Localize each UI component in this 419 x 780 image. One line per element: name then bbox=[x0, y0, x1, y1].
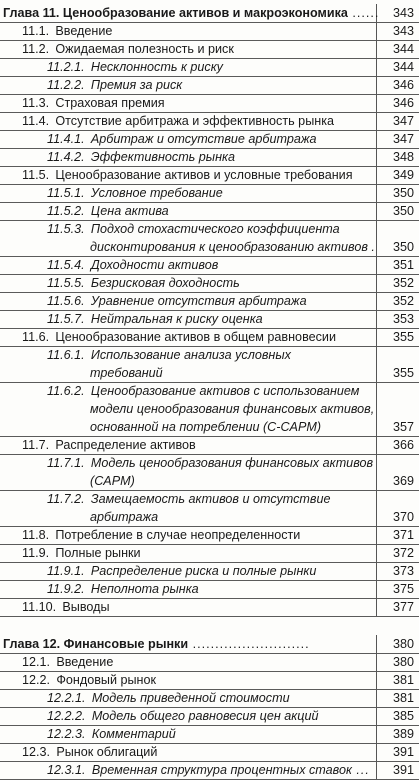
entry-title bbox=[22, 436, 196, 454]
page-column-rule bbox=[376, 472, 377, 490]
page-number: 344 bbox=[392, 42, 414, 56]
entry-number: 11.2.2. bbox=[47, 78, 85, 92]
entry-title-text: Премия за риск bbox=[90, 78, 183, 92]
toc-section[interactable] bbox=[0, 653, 419, 671]
entry-title bbox=[47, 707, 318, 725]
page-number: 375 bbox=[392, 582, 414, 596]
page-number: 372 bbox=[392, 546, 414, 560]
page-column-rule bbox=[376, 112, 377, 130]
toc-subsection[interactable] bbox=[0, 58, 419, 76]
page-column-rule bbox=[376, 544, 377, 562]
entry-number: 11.5.4. bbox=[47, 258, 85, 272]
entry-title bbox=[22, 40, 234, 58]
entry-number: 11.4.2. bbox=[47, 150, 85, 164]
page-number: 350 bbox=[392, 186, 414, 200]
page-column-rule bbox=[376, 562, 377, 580]
page-column-rule bbox=[376, 76, 377, 94]
entry-title-text: Введение bbox=[55, 24, 113, 38]
chapter-heading[interactable] bbox=[0, 4, 419, 22]
toc-subsection[interactable] bbox=[0, 725, 419, 743]
entry-number: 12.2.3. bbox=[47, 727, 86, 741]
leader-dots: .......................... bbox=[188, 637, 310, 651]
page-column-rule bbox=[376, 635, 377, 653]
page-number: 369 bbox=[392, 474, 414, 488]
toc-section[interactable] bbox=[0, 544, 419, 562]
toc-subsection[interactable] bbox=[0, 184, 419, 202]
page-number: 346 bbox=[392, 78, 414, 92]
entry-title bbox=[47, 346, 291, 364]
page-column-rule bbox=[376, 725, 377, 743]
entry-title bbox=[22, 526, 300, 544]
page-column-rule bbox=[376, 382, 377, 400]
page-number: 343 bbox=[392, 6, 414, 20]
entry-title-text: Модель приведенной стоимости bbox=[91, 691, 290, 705]
toc-entry-continuation bbox=[0, 472, 419, 490]
entry-title-text: Введение bbox=[56, 655, 114, 669]
entry-title-text: Подход стохастического коэффициента bbox=[90, 222, 340, 236]
toc-subsection[interactable] bbox=[0, 130, 419, 148]
page-number: 370 bbox=[392, 510, 414, 524]
page-column-rule bbox=[376, 689, 377, 707]
entry-title-continuation: дисконтирования к ценообразованию активов . bbox=[90, 240, 375, 254]
entry-title bbox=[47, 58, 223, 76]
page-number: 381 bbox=[392, 691, 414, 705]
page-number: 380 bbox=[392, 637, 414, 651]
entry-number: 12.3. bbox=[22, 745, 51, 759]
chapter-title-text: Глава 11. Ценообразование активов и макроэкономика bbox=[3, 6, 348, 20]
entry-number: 12.2.2. bbox=[47, 709, 86, 723]
entry-title-text: Доходности активов bbox=[90, 258, 219, 272]
page-number: 377 bbox=[392, 600, 414, 614]
entry-number: 11.6. bbox=[22, 330, 50, 344]
entry-number: 12.1. bbox=[22, 655, 51, 669]
entry-number: 11.2. bbox=[22, 42, 50, 56]
entry-title bbox=[47, 292, 307, 310]
entry-number: 11.1. bbox=[22, 24, 50, 38]
page-number: 347 bbox=[392, 114, 414, 128]
page-number: 380 bbox=[392, 655, 414, 669]
page-column-rule bbox=[376, 418, 377, 436]
entry-title bbox=[22, 743, 157, 761]
entry-title-text: Ценообразование активов с использованием bbox=[90, 384, 360, 398]
page-column-rule bbox=[376, 22, 377, 40]
entry-title-continuation: (CAPM) bbox=[90, 474, 135, 488]
toc-entry-continuation bbox=[0, 508, 419, 526]
entry-title bbox=[47, 256, 218, 274]
page-column-rule bbox=[376, 400, 377, 418]
page-column-rule bbox=[376, 761, 377, 779]
toc-subsection[interactable] bbox=[0, 292, 419, 310]
entry-title-text: Модель ценообразования финансовых активов bbox=[90, 456, 374, 470]
entry-number: 11.8. bbox=[22, 528, 50, 542]
entry-title bbox=[22, 671, 156, 689]
entry-number: 11.3. bbox=[22, 96, 50, 110]
entry-title bbox=[47, 562, 316, 580]
entry-title-text: Замещаемость активов и отсутствие bbox=[90, 492, 331, 506]
entry-title-continuation: арбитража bbox=[90, 510, 159, 524]
page-column-rule bbox=[376, 94, 377, 112]
toc-subsection[interactable] bbox=[0, 761, 419, 779]
entry-title-text: Неполнота рынка bbox=[90, 582, 199, 596]
row-divider bbox=[0, 616, 419, 617]
entry-title-text: Безрисковая доходность bbox=[90, 276, 240, 290]
page-column-rule bbox=[376, 508, 377, 526]
entry-title-text: Эффективность рынка bbox=[90, 150, 235, 164]
page-column-rule bbox=[376, 184, 377, 202]
toc-section[interactable] bbox=[0, 166, 419, 184]
page-number: 391 bbox=[392, 745, 414, 759]
entry-title-text: Комментарий bbox=[91, 727, 176, 741]
entry-title-text: Нейтральная к риску оценка bbox=[90, 312, 263, 326]
entry-title-text: Использование анализа условных bbox=[90, 348, 291, 362]
entry-title bbox=[47, 202, 169, 220]
entry-title bbox=[47, 454, 373, 472]
entry-number: 11.5.7. bbox=[47, 312, 85, 326]
entry-title-text: Страховая премия bbox=[55, 96, 165, 110]
entry-number: 11.10. bbox=[22, 600, 57, 614]
page-number: 389 bbox=[392, 727, 414, 741]
page-column-rule bbox=[376, 580, 377, 598]
entry-title-text: Ценообразование активов в общем равновесии bbox=[55, 330, 336, 344]
entry-number: 11.9.1. bbox=[47, 564, 85, 578]
page-number: 350 bbox=[392, 240, 414, 254]
page-number: 355 bbox=[392, 330, 414, 344]
chapter-heading[interactable] bbox=[0, 635, 419, 653]
entry-title-text: Модель общего равновесия цен акций bbox=[91, 709, 319, 723]
toc-subsection[interactable] bbox=[0, 562, 419, 580]
entry-number: 11.2.1. bbox=[47, 60, 85, 74]
page-column-rule bbox=[376, 202, 377, 220]
entry-title bbox=[47, 382, 359, 400]
page-number: 344 bbox=[392, 60, 414, 74]
page-column-rule bbox=[376, 148, 377, 166]
entry-title bbox=[47, 184, 223, 202]
page-column-rule bbox=[376, 707, 377, 725]
entry-number: 11.7.1. bbox=[47, 456, 85, 470]
entry-number: 11.4. bbox=[22, 114, 50, 128]
chapter-title bbox=[3, 635, 310, 653]
leader-dots: ... bbox=[351, 763, 370, 777]
page-number: 391 bbox=[392, 763, 414, 777]
page-column-rule bbox=[376, 653, 377, 671]
page-number: 355 bbox=[392, 366, 414, 380]
entry-number: 12.3.1. bbox=[47, 763, 86, 777]
page-number: 343 bbox=[392, 24, 414, 38]
toc-section[interactable] bbox=[0, 526, 419, 544]
toc-section[interactable] bbox=[0, 112, 419, 130]
page-column-rule bbox=[376, 346, 377, 364]
toc-subsection[interactable] bbox=[0, 707, 419, 725]
entry-title bbox=[47, 580, 199, 598]
toc-subsection[interactable] bbox=[0, 689, 419, 707]
page-column-rule bbox=[376, 166, 377, 184]
entry-number: 11.5.2. bbox=[47, 204, 85, 218]
entry-title bbox=[47, 274, 240, 292]
entry-title bbox=[22, 328, 336, 346]
toc-section[interactable] bbox=[0, 40, 419, 58]
page-number: 385 bbox=[392, 709, 414, 723]
page-number: 350 bbox=[392, 204, 414, 218]
entry-title bbox=[47, 310, 263, 328]
page-column-rule bbox=[376, 292, 377, 310]
page-column-rule bbox=[376, 256, 377, 274]
toc-entry-continuation bbox=[0, 400, 419, 418]
entry-title-continuation: модели ценообразования финансовых активов, bbox=[90, 402, 375, 416]
entry-number: 11.7. bbox=[22, 438, 50, 452]
page-column-rule bbox=[376, 743, 377, 761]
entry-title-text: Рынок облигаций bbox=[56, 745, 158, 759]
page-number: 353 bbox=[392, 312, 414, 326]
entry-title bbox=[47, 76, 182, 94]
entry-number: 11.6.2. bbox=[47, 384, 85, 398]
entry-title-continuation: требований bbox=[90, 366, 163, 380]
entry-title bbox=[47, 220, 340, 238]
page-number: 349 bbox=[392, 168, 414, 182]
toc-section[interactable] bbox=[0, 671, 419, 689]
page-number: 366 bbox=[392, 438, 414, 452]
entry-title bbox=[22, 22, 112, 40]
entry-title bbox=[22, 94, 165, 112]
entry-number: 11.6.1. bbox=[47, 348, 85, 362]
page-number: 348 bbox=[392, 150, 414, 164]
page-column-rule bbox=[376, 130, 377, 148]
chapter-title bbox=[3, 4, 379, 22]
toc-subsection[interactable] bbox=[0, 382, 419, 400]
entry-number: 11.5.1. bbox=[47, 186, 85, 200]
toc-subsection[interactable] bbox=[0, 76, 419, 94]
entry-number: 11.4.1. bbox=[47, 132, 85, 146]
toc-subsection[interactable] bbox=[0, 454, 419, 472]
page-column-rule bbox=[376, 671, 377, 689]
entry-title-text: Распределение активов bbox=[55, 438, 196, 452]
toc-entry-continuation bbox=[0, 238, 419, 256]
entry-number: 12.2. bbox=[22, 673, 51, 687]
entry-title-text: Полные рынки bbox=[55, 546, 141, 560]
entry-title bbox=[22, 166, 353, 184]
entry-number: 11.9. bbox=[22, 546, 50, 560]
toc-section[interactable] bbox=[0, 94, 419, 112]
entry-number: 11.9.2. bbox=[47, 582, 85, 596]
entry-title-text: Уравнение отсутствия арбитража bbox=[90, 294, 307, 308]
page-column-rule bbox=[376, 310, 377, 328]
entry-title-text: Фондовый рынок bbox=[56, 673, 156, 687]
page-number: 352 bbox=[392, 294, 414, 308]
page-number: 347 bbox=[392, 132, 414, 146]
entry-title bbox=[22, 112, 334, 130]
entry-title-text: Потребление в случае неопределенности bbox=[55, 528, 301, 542]
toc-section[interactable] bbox=[0, 743, 419, 761]
entry-number: 11.7.2. bbox=[47, 492, 85, 506]
entry-number: 11.5.6. bbox=[47, 294, 85, 308]
chapter-title-text: Глава 12. Финансовые рынки bbox=[3, 637, 189, 651]
toc-subsection[interactable] bbox=[0, 220, 419, 238]
entry-title-continuation: основанной на потреблении (C-CAPM) bbox=[90, 420, 322, 434]
entry-title bbox=[47, 130, 317, 148]
page-number: 357 bbox=[392, 420, 414, 434]
page-column-rule bbox=[376, 220, 377, 238]
page-number: 381 bbox=[392, 673, 414, 687]
page-number: 373 bbox=[392, 564, 414, 578]
entry-number: 11.5. bbox=[22, 168, 50, 182]
entry-title-text: Выводы bbox=[62, 600, 110, 614]
entry-title-text: Ожидаемая полезность и риск bbox=[55, 42, 234, 56]
toc-subsection[interactable] bbox=[0, 256, 419, 274]
entry-title bbox=[47, 725, 176, 743]
toc-section[interactable] bbox=[0, 598, 419, 616]
page-column-rule bbox=[376, 436, 377, 454]
page-column-rule bbox=[376, 40, 377, 58]
page-column-rule bbox=[376, 598, 377, 616]
page-number: 352 bbox=[392, 276, 414, 290]
toc-subsection[interactable] bbox=[0, 346, 419, 364]
entry-number: 12.2.1. bbox=[47, 691, 86, 705]
entry-title-text: Распределение риска и полные рынки bbox=[90, 564, 317, 578]
toc-entry-continuation bbox=[0, 418, 419, 436]
entry-title-text: Временная структура процентных ставок bbox=[91, 763, 352, 777]
page-column-rule bbox=[376, 328, 377, 346]
page-column-rule bbox=[376, 364, 377, 382]
page-column-rule bbox=[376, 274, 377, 292]
entry-title bbox=[47, 761, 370, 779]
toc-subsection[interactable] bbox=[0, 274, 419, 292]
entry-title-text: Цена актива bbox=[90, 204, 169, 218]
toc-subsection[interactable] bbox=[0, 580, 419, 598]
entry-title-text: Арбитраж и отсутствие арбитража bbox=[90, 132, 317, 146]
entry-title-text: Условное требование bbox=[90, 186, 223, 200]
entry-number: 11.5.5. bbox=[47, 276, 85, 290]
entry-title bbox=[22, 544, 141, 562]
toc-section[interactable] bbox=[0, 436, 419, 454]
page-number: 351 bbox=[392, 258, 414, 272]
entry-title bbox=[22, 598, 110, 616]
entry-title bbox=[47, 490, 331, 508]
page-column-rule bbox=[376, 58, 377, 76]
page-number: 371 bbox=[392, 528, 414, 542]
toc-section[interactable] bbox=[0, 22, 419, 40]
entry-number: 11.5.3. bbox=[47, 222, 85, 236]
entry-title-text: Ценообразование активов и условные требования bbox=[55, 168, 353, 182]
entry-title bbox=[47, 148, 235, 166]
page-number: 346 bbox=[392, 96, 414, 110]
page-column-rule bbox=[376, 526, 377, 544]
entry-title bbox=[22, 653, 113, 671]
leader-dots: ...... bbox=[347, 6, 380, 20]
toc-subsection[interactable] bbox=[0, 310, 419, 328]
entry-title-text: Отсутствие арбитража и эффективность рынка bbox=[55, 114, 334, 128]
page-column-rule bbox=[376, 454, 377, 472]
entry-title bbox=[47, 689, 290, 707]
toc-subsection[interactable] bbox=[0, 490, 419, 508]
toc-section[interactable] bbox=[0, 328, 419, 346]
page-column-rule bbox=[376, 238, 377, 256]
toc-subsection[interactable] bbox=[0, 148, 419, 166]
toc-entry-continuation bbox=[0, 364, 419, 382]
entry-title-text: Несклонность к риску bbox=[90, 60, 223, 74]
toc-subsection[interactable] bbox=[0, 202, 419, 220]
page-column-rule bbox=[376, 490, 377, 508]
